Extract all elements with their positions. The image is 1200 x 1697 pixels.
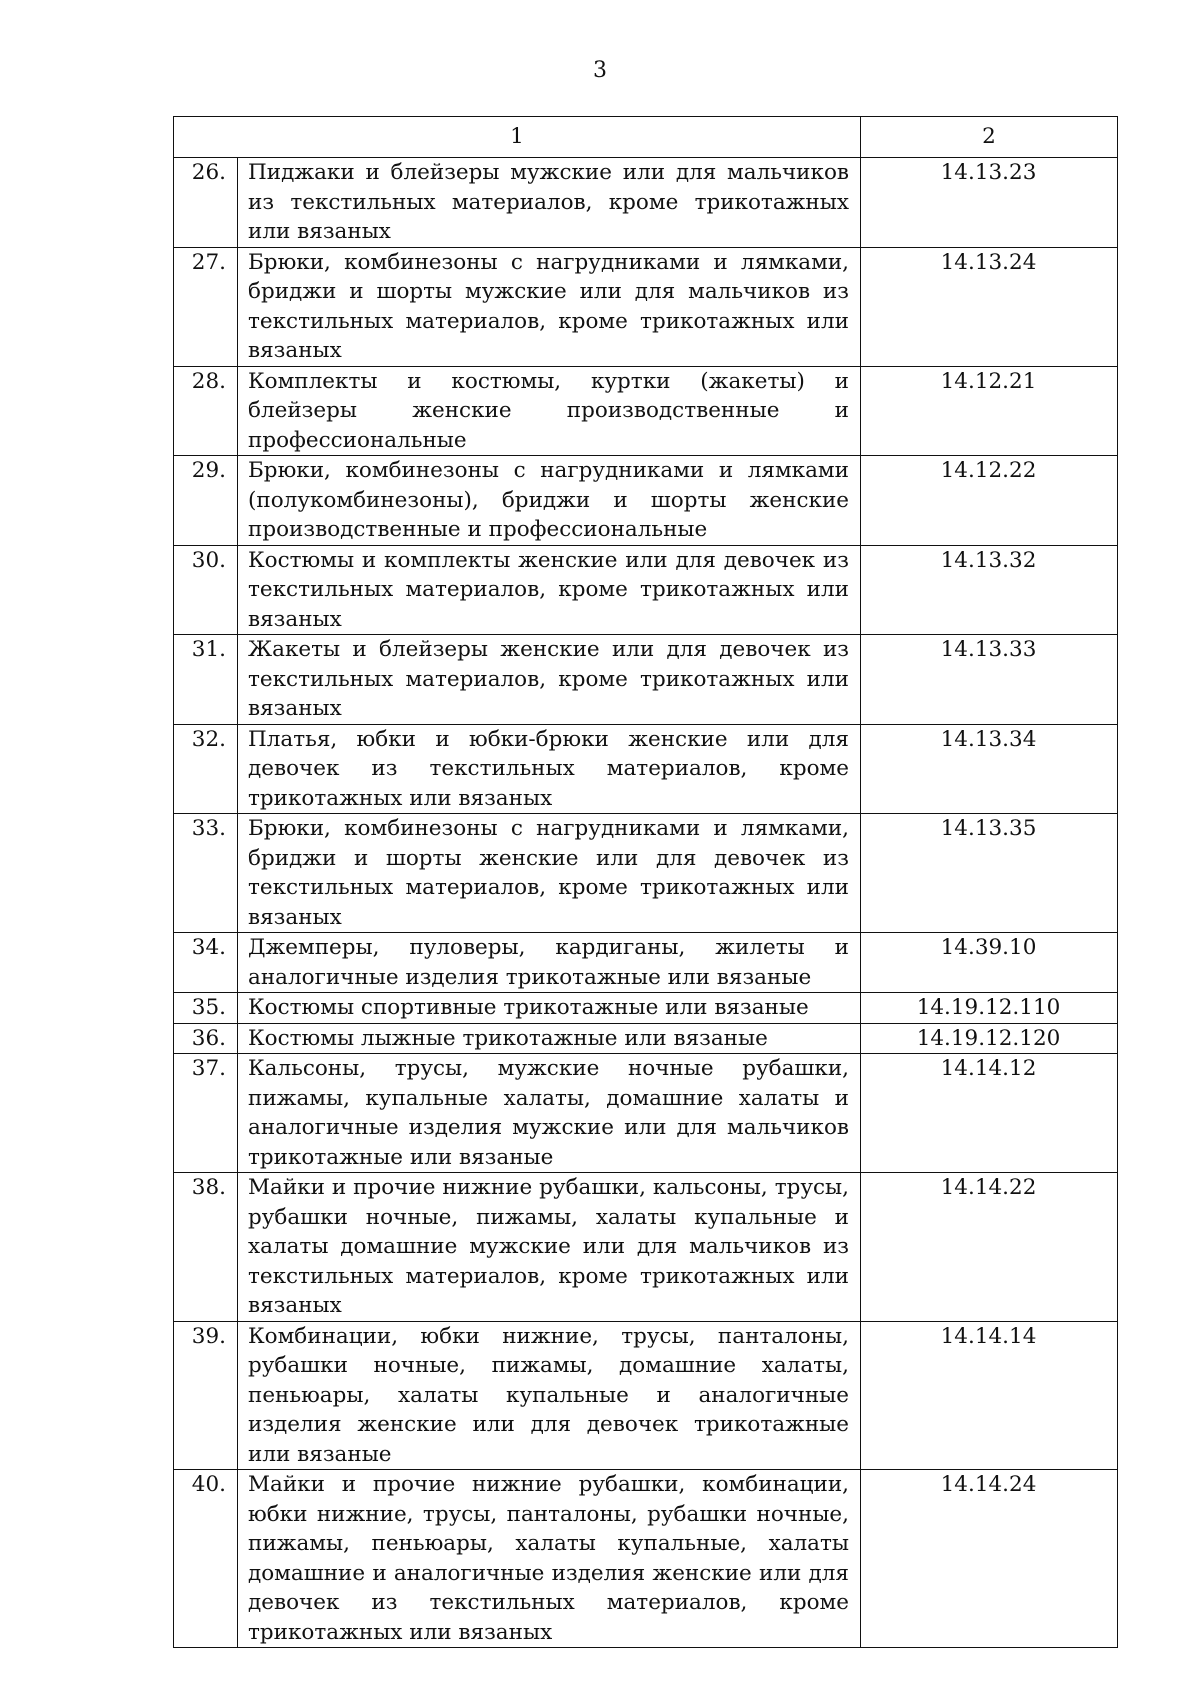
table-row	[174, 724, 1118, 814]
header-column-2: 2	[861, 117, 1118, 158]
row-number: 32.	[174, 724, 238, 814]
row-number: 28.	[174, 366, 238, 456]
product-name: Кальсоны, трусы, мужские ночные рубашки, пижамы, купальные халаты, домашние халаты и аналогичные изделия мужские или для мальчиков трикотажные или вязаные	[238, 1054, 861, 1173]
header-column-1: 1	[174, 117, 861, 158]
table-row	[174, 366, 1118, 456]
table-row	[174, 545, 1118, 635]
row-number: 35.	[174, 993, 238, 1024]
product-code: 14.14.22	[861, 1173, 1118, 1322]
table-row	[174, 247, 1118, 366]
product-code: 14.13.23	[861, 158, 1118, 248]
product-name: Майки и прочие нижние рубашки, кальсоны, трусы, рубашки ночные, пижамы, халаты купальные и халаты домашние мужские или для мальчиков из текстильных материалов, кроме трикотажных или вязаных	[238, 1173, 861, 1322]
row-number: 29.	[174, 456, 238, 546]
product-code: 14.13.33	[861, 635, 1118, 725]
table-row	[174, 1054, 1118, 1173]
product-name: Джемперы, пуловеры, кардиганы, жилеты и аналогичные изделия трикотажные или вязаные	[238, 933, 861, 993]
product-name: Брюки, комбинезоны с нагрудниками и лямками, бриджи и шорты женские или для девочек из текстильных материалов, кроме трикотажных или вязаных	[238, 814, 861, 933]
table-row	[174, 814, 1118, 933]
table-row	[174, 635, 1118, 725]
product-name: Костюмы лыжные трикотажные или вязаные	[238, 1023, 861, 1054]
row-number: 30.	[174, 545, 238, 635]
row-number: 26.	[174, 158, 238, 248]
products-table	[173, 116, 1118, 1648]
product-name: Брюки, комбинезоны с нагрудниками и лямками (полукомбинезоны), бриджи и шорты женские производственные и профессиональные	[238, 456, 861, 546]
table-row	[174, 1470, 1118, 1648]
product-name: Брюки, комбинезоны с нагрудниками и лямками, бриджи и шорты мужские или для мальчиков из текстильных материалов, кроме трикотажных или вязаных	[238, 247, 861, 366]
table-row	[174, 1023, 1118, 1054]
row-number: 31.	[174, 635, 238, 725]
product-name: Костюмы спортивные трикотажные или вязаные	[238, 993, 861, 1024]
table-row	[174, 993, 1118, 1024]
product-code: 14.12.21	[861, 366, 1118, 456]
product-code: 14.13.32	[861, 545, 1118, 635]
product-code: 14.13.24	[861, 247, 1118, 366]
product-code: 14.13.35	[861, 814, 1118, 933]
product-code: 14.13.34	[861, 724, 1118, 814]
row-number: 38.	[174, 1173, 238, 1322]
product-name: Комбинации, юбки нижние, трусы, панталоны, рубашки ночные, пижамы, домашние халаты, пеньюары, халаты купальные и аналогичные изделия женские или для девочек трикотажные или вязаные	[238, 1321, 861, 1470]
product-code: 14.19.12.110	[861, 993, 1118, 1024]
product-code: 14.14.12	[861, 1054, 1118, 1173]
table-row	[174, 1173, 1118, 1322]
product-code: 14.14.24	[861, 1470, 1118, 1648]
table-row	[174, 1321, 1118, 1470]
table-row	[174, 933, 1118, 993]
product-name: Пиджаки и блейзеры мужские или для мальчиков из текстильных материалов, кроме трикотажных или вязаных	[238, 158, 861, 248]
page-number: 3	[593, 58, 607, 83]
product-name: Майки и прочие нижние рубашки, комбинации, юбки нижние, трусы, панталоны, рубашки ночные, пижамы, пеньюары, халаты купальные, халаты домашние и аналогичные изделия женские или для девочек из текстильных материалов, кроме трикотажных или вязаных	[238, 1470, 861, 1648]
row-number: 27.	[174, 247, 238, 366]
product-name: Платья, юбки и юбки-брюки женские или для девочек из текстильных материалов, кроме трикотажных или вязаных	[238, 724, 861, 814]
table-row	[174, 456, 1118, 546]
product-name: Жакеты и блейзеры женские или для девочек из текстильных материалов, кроме трикотажных или вязаных	[238, 635, 861, 725]
row-number: 39.	[174, 1321, 238, 1470]
row-number: 34.	[174, 933, 238, 993]
product-code: 14.39.10	[861, 933, 1118, 993]
product-code: 14.14.14	[861, 1321, 1118, 1470]
row-number: 37.	[174, 1054, 238, 1173]
product-code: 14.19.12.120	[861, 1023, 1118, 1054]
product-name: Комплекты и костюмы, куртки (жакеты) и блейзеры женские производственные и профессиональные	[238, 366, 861, 456]
table-header-row	[174, 117, 1118, 158]
table-row	[174, 158, 1118, 248]
row-number: 33.	[174, 814, 238, 933]
product-name: Костюмы и комплекты женские или для девочек из текстильных материалов, кроме трикотажных или вязаных	[238, 545, 861, 635]
row-number: 36.	[174, 1023, 238, 1054]
row-number: 40.	[174, 1470, 238, 1648]
product-code: 14.12.22	[861, 456, 1118, 546]
